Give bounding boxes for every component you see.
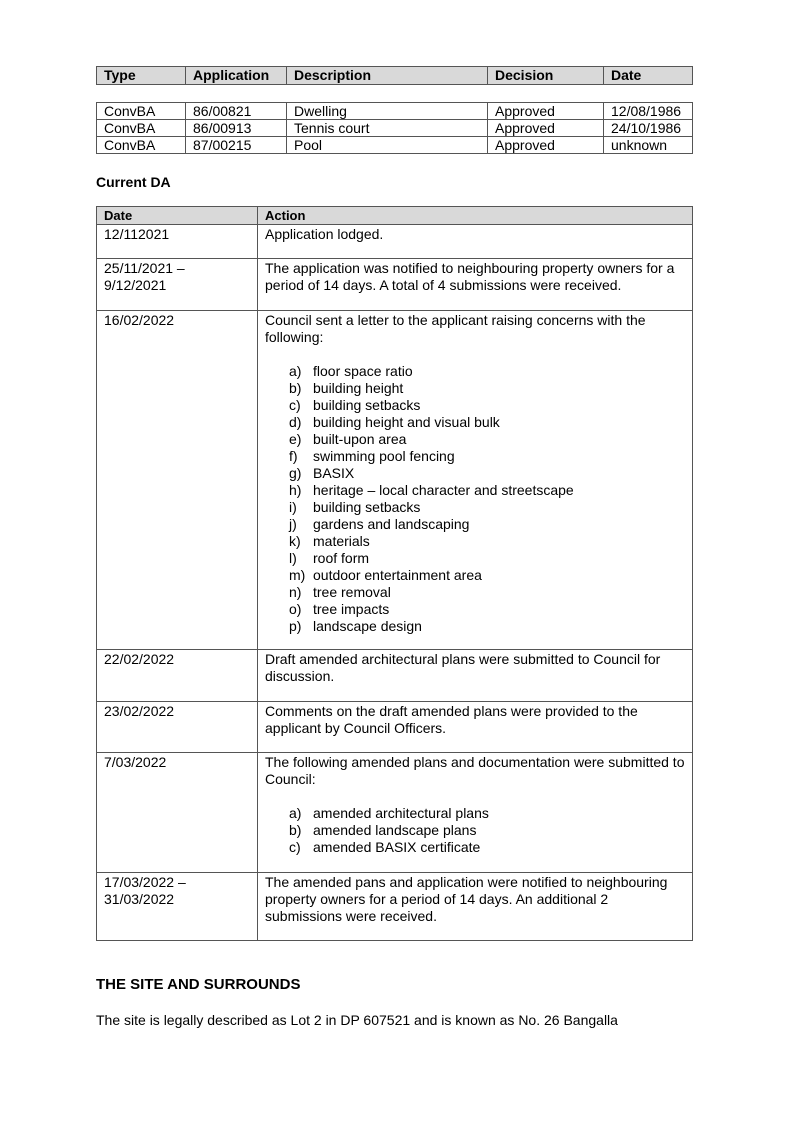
table-row [97,650,693,702]
concerns-list [265,363,685,635]
list-item: n) tree removal [289,584,391,600]
cell-decision: Approved [488,120,604,137]
header-date: Date [604,67,693,85]
cell-date: 17/03/2022 – 31/03/2022 [97,873,258,941]
current-da-heading: Current DA [96,174,171,190]
list-item: l) roof form [289,550,370,566]
list-item: k) materials [289,533,370,549]
list-item: m) outdoor entertainment area [289,567,482,583]
cell-application: 86/00821 [186,103,287,120]
cell-action [258,753,693,873]
cell-action [258,702,693,753]
cell-application: 86/00913 [186,120,287,137]
cell-type: ConvBA [97,137,186,154]
list-item: c) building setbacks [289,397,421,413]
action-text: The following amended plans and documentation were submitted to Council: [265,754,685,787]
table-row [97,259,693,311]
da-header-row [97,207,693,225]
cell-date: 22/02/2022 [97,650,258,702]
cell-action [258,259,693,311]
action-text: Draft amended architectural plans were submitted to Council for discussion. [265,651,661,684]
action-text: The application was notified to neighbouring property owners for a period of 14 days. A total of 4 submissions were received. [265,260,675,293]
spacer-row [97,85,693,103]
cell-date: 23/02/2022 [97,702,258,753]
list-item: o) tree impacts [289,601,390,617]
list-item: j) gardens and landscaping [289,516,470,532]
cell-date: 12/112021 [97,225,258,259]
list-item: p) landscape design [289,618,422,634]
list-item: g) BASIX [289,465,355,481]
header-decision: Decision [488,67,604,85]
cell-date: 12/08/1986 [604,103,693,120]
table-row [97,873,693,941]
cell-type: ConvBA [97,103,186,120]
header-action: Action [258,207,693,225]
cell-description: Tennis court [287,120,488,137]
cell-description: Dwelling [287,103,488,120]
list-item: h) heritage – local character and streetscape [289,482,574,498]
action-text: Comments on the draft amended plans were provided to the applicant by Council Officers. [265,703,638,736]
table-row [97,702,693,753]
cell-date: 7/03/2022 [97,753,258,873]
list-item: b) amended landscape plans [289,822,477,838]
site-heading: THE SITE AND SURROUNDS [96,976,301,993]
cell-description: Pool [287,137,488,154]
table-row [97,225,693,259]
cell-decision: Approved [488,103,604,120]
cell-action [258,873,693,941]
cell-action [258,225,693,259]
table-row [97,120,693,137]
action-text: Council sent a letter to the applicant raising concerns with the following: [265,312,646,345]
cell-action [258,650,693,702]
current-da-table [96,206,693,941]
table-row [97,311,693,650]
header-type: Type [97,67,186,85]
table-row [97,137,693,154]
list-item: b) building height [289,380,404,396]
action-text: Application lodged. [265,226,384,242]
cell-decision: Approved [488,137,604,154]
cell-action [258,311,693,650]
table-row [97,103,693,120]
header-description: Description [287,67,488,85]
list-item: f) swimming pool fencing [289,448,455,464]
list-item: e) built-upon area [289,431,407,447]
list-item: c) amended BASIX certificate [289,839,481,855]
header-application: Application [186,67,287,85]
cell-application: 87/00215 [186,137,287,154]
history-header-row [97,67,693,85]
list-item: a) floor space ratio [289,363,413,379]
list-item: a) amended architectural plans [289,805,489,821]
site-paragraph: The site is legally described as Lot 2 in DP 607521 and is known as No. 26 Bangalla [96,1012,618,1028]
cell-date: unknown [604,137,693,154]
list-item: i) building setbacks [289,499,421,515]
history-table [96,66,693,154]
cell-type: ConvBA [97,120,186,137]
header-date: Date [97,207,258,225]
action-text: The amended pans and application were notified to neighbouring property owners for a period of 14 days. An additional 2 submissions were received. [265,874,668,924]
amended-docs-list [265,805,685,856]
cell-date: 25/11/2021 – 9/12/2021 [97,259,258,311]
table-row [97,753,693,873]
cell-date: 24/10/1986 [604,120,693,137]
list-item: d) building height and visual bulk [289,414,500,430]
cell-date: 16/02/2022 [97,311,258,650]
